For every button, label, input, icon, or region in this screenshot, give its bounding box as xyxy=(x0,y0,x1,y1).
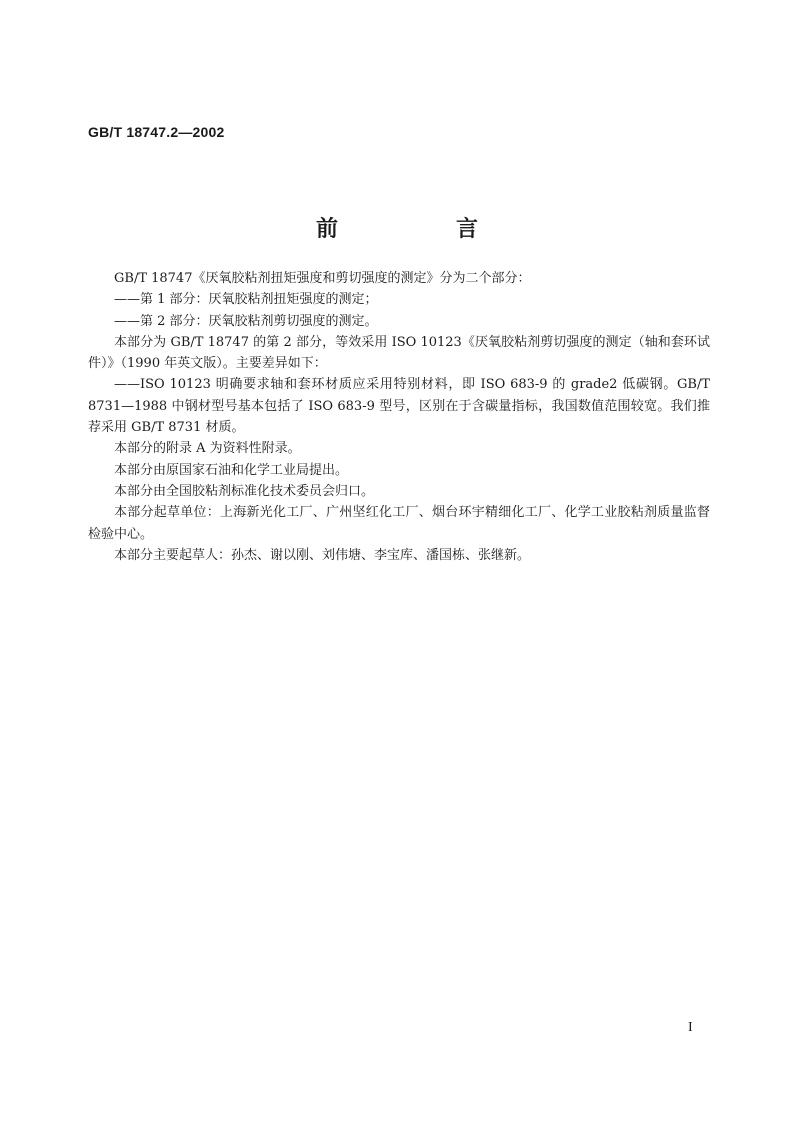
foreword-body xyxy=(88,268,710,566)
paragraph-part-2: ——第 2 部分：厌氧胶粘剂剪切强度的测定。 xyxy=(114,313,378,329)
paragraph-drafters: 本部分主要起草人：孙杰、谢以刚、刘伟塘、李宝库、潘国栋、张继新。 xyxy=(114,547,531,563)
paragraph-committee: 本部分由全国胶粘剂标准化技术委员会归口。 xyxy=(114,483,375,499)
paragraph-intro: GB/T 18747《厌氧胶粘剂扭矩强度和剪切强度的测定》分为二个部分： xyxy=(114,271,531,286)
paragraph-annex: 本部分的附录 A 为资料性附录。 xyxy=(114,441,301,457)
standard-code: GB/T 18747.2—2002 xyxy=(88,124,225,140)
paragraph-equivalence: 本部分为 GB/T 18747 的第 2 部分，等效采用 ISO 10123《厌氧胶粘剂剪切强度的测定（轴和套环试件）》（1990 年英文版）。主要差异如下： xyxy=(88,334,710,372)
paragraph-differences: ——ISO 10123 明确要求轴和套环材质应采用特别材料，即 ISO 683-9 的 grade2 低碳钢。GB/T 8731—1988 中钢材型号基本包括了 ISO 683-9 型号，区别在于含碳量指标，我国数值范围较宽。我们推荐采用 GB/T 8731 材质。 xyxy=(88,377,710,436)
paragraph-proposer: 本部分由原国家石油和化学工业局提出。 xyxy=(114,462,349,478)
page-number: I xyxy=(688,1020,693,1035)
paragraph-drafting-units: 本部分起草单位：上海新光化工厂、广州坚红化工厂、烟台环宇精细化工厂、化学工业胶粘剂质量监督检验中心。 xyxy=(88,505,710,542)
paragraph-part-1: ——第 1 部分：厌氧胶粘剂扭矩强度的测定； xyxy=(114,292,378,308)
page-title: 前 言 xyxy=(315,217,526,242)
